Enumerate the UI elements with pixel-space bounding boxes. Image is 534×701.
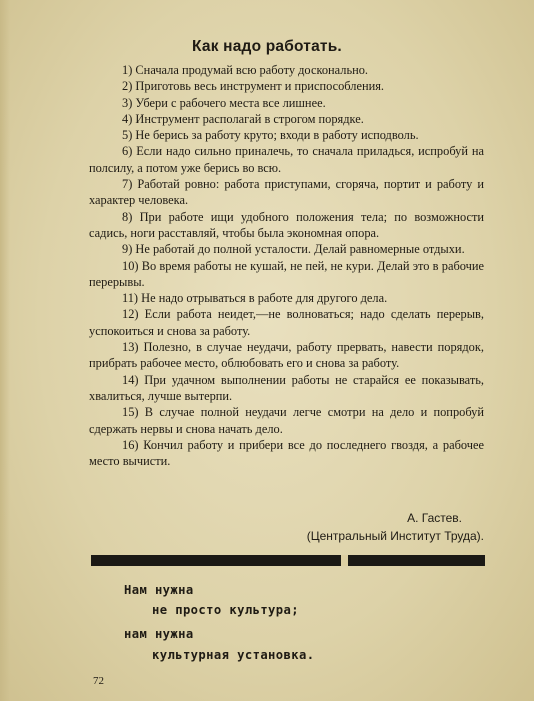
rule-item: 4) Инструмент располагай в строгом порядке. (122, 111, 364, 126)
rule-item: 13) Полезно, в случае неудачи, работу прервать, навести порядок, прибрать рабочее место, облюбовать его и снова за работу. (89, 340, 484, 371)
page-title: Как надо работать. (192, 38, 342, 55)
divider-bar-gap (341, 555, 348, 566)
rule-item: 3) Убери с рабочего места все лишнее. (122, 95, 326, 110)
rule-item: 9) Не работай до полной усталости. Делай равномерные отдыхи. (122, 242, 465, 257)
rule-item: 11) Не надо отрываться в работе для другого дела. (122, 291, 388, 306)
rule-item: 1) Сначала продумай всю работу досконально. (122, 63, 369, 77)
rule-item: 5) Не берись за работу круто; входи в работу исподволь. (122, 128, 419, 143)
author-name: А. Гастев. (407, 511, 462, 525)
rule-item: 15) В случае полной неудачи легче смотри на дело и попробуй сдержать нервы и снова начать дело. (89, 405, 484, 436)
rule-item: 10) Во время работы не кушай, не пей, не кури. Делай это в рабочие перерывы. (89, 258, 484, 289)
slogan-line: культурная установка. (152, 648, 315, 662)
slogan-line: нам нужна (124, 627, 194, 641)
rule-item: 7) Работай ровно: работа приступами, сгоряча, портит и работу и характер человека. (89, 177, 484, 208)
rule-item: 14) При удачном выполнении работы не старайся ее показывать, хвалиться, лучше вытерпи. (89, 372, 484, 403)
divider-bar (91, 555, 485, 566)
rule-item: 8) При работе ищи удобного положения тела; по возможности садись, ноги расставляй, чтобы была экономная опора. (89, 209, 484, 240)
author-organization: (Центральный Институт Труда). (306, 529, 484, 543)
rule-item: 16) Кончил работу и прибери все до последнего гвоздя, а рабочее место вычисти. (89, 437, 484, 469)
author-signature (89, 509, 484, 545)
rules-list (89, 62, 484, 469)
rule-item: 12) Если работа неидет,—не волноваться; надо сделать перерыв, успокоиться и снова за работу. (89, 307, 484, 338)
slogan-line: Нам нужна (124, 583, 194, 597)
rule-item: 6) Если надо сильно приналечь, то сначала приладься, испробуй на полсилу, а потом уже берись во всю. (89, 144, 484, 175)
page-edge-shadow (0, 0, 10, 701)
page-number: 72 (93, 675, 104, 687)
slogan-line: не просто культура; (152, 603, 300, 617)
rule-item: 2) Приготовь весь инструмент и приспособления. (122, 79, 385, 94)
